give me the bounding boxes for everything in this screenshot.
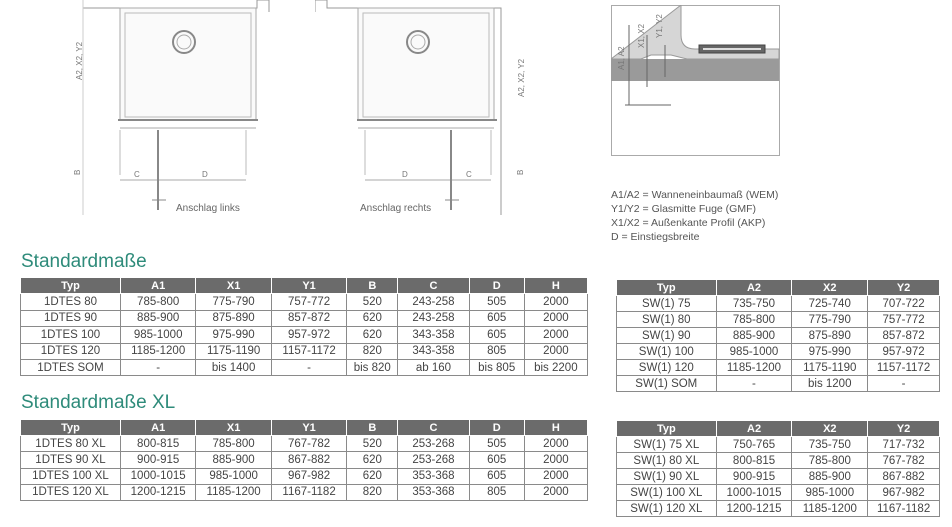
table-cell: 725-740 — [792, 296, 868, 312]
legend-line-akp: X1/X2 = Außenkante Profil (AKP) — [611, 217, 766, 229]
detail-label-y1y2: Y1, Y2 — [655, 14, 664, 38]
table-cell: 707-722 — [868, 296, 940, 312]
table-cell: 253-268 — [398, 436, 469, 452]
table-cell: 1167-1182 — [868, 501, 940, 517]
drawing-left — [70, 0, 300, 220]
column-header: X2 — [792, 421, 868, 437]
detail-label-a1a2: A1, A2 — [617, 46, 626, 70]
table-cell: SW(1) 90 — [617, 328, 717, 344]
table-cell: 1200-1215 — [120, 484, 195, 500]
table-cell: 2000 — [524, 452, 587, 468]
table-row — [21, 359, 588, 375]
column-header: C — [398, 420, 469, 436]
table-cell: 985-1000 — [196, 468, 271, 484]
table-cell: 520 — [347, 436, 398, 452]
table-row — [617, 437, 940, 453]
detail-label-x1x2: X1, X2 — [637, 23, 646, 48]
dim-label-b-left: B — [73, 169, 82, 175]
table-cell: 605 — [469, 468, 524, 484]
column-header: Y1 — [271, 420, 346, 436]
table-row — [21, 327, 588, 343]
column-header: H — [524, 278, 587, 294]
table-cell: 885-900 — [196, 452, 271, 468]
table-row — [21, 468, 588, 484]
column-header: A2 — [716, 280, 792, 296]
table-cell: 253-268 — [398, 452, 469, 468]
table-cell: 805 — [469, 343, 524, 359]
table-cell: 975-990 — [196, 327, 271, 343]
column-header: Y2 — [868, 280, 940, 296]
table-cell: 757-772 — [868, 312, 940, 328]
table-xl-sw — [616, 420, 940, 517]
table-cell: 2000 — [524, 436, 587, 452]
table-cell: 505 — [469, 294, 524, 310]
table-cell: SW(1) 75 XL — [617, 437, 717, 453]
table-row — [617, 344, 940, 360]
table-cell: 957-972 — [868, 344, 940, 360]
table-cell: 717-732 — [868, 437, 940, 453]
table-cell: 757-772 — [271, 294, 346, 310]
table-cell: 1185-1200 — [120, 343, 195, 359]
column-header: A1 — [120, 420, 195, 436]
column-header: Typ — [21, 420, 121, 436]
table-row — [617, 453, 940, 469]
table-row — [617, 485, 940, 501]
table-cell: 1DTES 80 XL — [21, 436, 121, 452]
caption-anschlag-rechts: Anschlag rechts — [360, 203, 432, 214]
table-cell: 1DTES 90 — [21, 310, 121, 326]
table-row — [617, 328, 940, 344]
table-cell: 2000 — [524, 294, 587, 310]
table-cell: 985-1000 — [120, 327, 195, 343]
table-row — [617, 469, 940, 485]
table-cell: 243-258 — [398, 310, 469, 326]
legend-line-wem: A1/A2 = Wanneneinbaumaß (WEM) — [611, 189, 779, 201]
table-cell: 1185-1200 — [716, 360, 792, 376]
table-cell: 820 — [347, 343, 398, 359]
table-standard-sw — [616, 279, 940, 392]
column-header: B — [347, 420, 398, 436]
table-cell: bis 805 — [469, 359, 524, 375]
table-cell: 785-800 — [792, 453, 868, 469]
table-cell: 343-358 — [398, 343, 469, 359]
table-cell: SW(1) 80 — [617, 312, 717, 328]
table-cell: 875-890 — [196, 310, 271, 326]
table-cell: 785-800 — [196, 436, 271, 452]
legend-line-gmf: Y1/Y2 = Glasmitte Fuge (GMF) — [611, 203, 757, 215]
column-header: B — [347, 278, 398, 294]
table-cell: SW(1) 80 XL — [617, 453, 717, 469]
table-row — [617, 296, 940, 312]
heading-standardmasse: Standardmaße — [21, 251, 147, 272]
column-header: X1 — [196, 278, 271, 294]
legend — [611, 188, 778, 244]
dim-label-c-right: C — [466, 170, 472, 179]
table-header-row — [21, 278, 588, 294]
table-cell: ab 160 — [398, 359, 469, 375]
dim-label-a2-left: A2, X2, Y2 — [75, 41, 84, 80]
column-header: Typ — [21, 278, 121, 294]
table-cell: 1175-1190 — [792, 360, 868, 376]
table-row — [21, 484, 588, 500]
table-cell: 1185-1200 — [196, 484, 271, 500]
table-cell: 1DTES 120 XL — [21, 484, 121, 500]
table-cell: 1DTES 120 — [21, 343, 121, 359]
table-cell: - — [868, 376, 940, 392]
table-cell: bis 1200 — [792, 376, 868, 392]
dim-label-c-left: C — [134, 170, 140, 179]
table-cell: 620 — [347, 452, 398, 468]
table-cell: 875-890 — [792, 328, 868, 344]
column-header: X1 — [196, 420, 271, 436]
table-cell: 857-872 — [868, 328, 940, 344]
table-cell: bis 1400 — [196, 359, 271, 375]
column-header: H — [524, 420, 587, 436]
table-cell: 785-800 — [120, 294, 195, 310]
heading-standardmasse-xl: Standardmaße XL — [21, 392, 176, 413]
table-cell: 750-765 — [716, 437, 792, 453]
table-header-row — [21, 420, 588, 436]
table-cell: 2000 — [524, 468, 587, 484]
table-cell: 1DTES 80 — [21, 294, 121, 310]
table-cell: 1DTES 90 XL — [21, 452, 121, 468]
table-cell: 857-872 — [271, 310, 346, 326]
table-cell: - — [271, 359, 346, 375]
table-header-row — [617, 421, 940, 437]
table-cell: 605 — [469, 327, 524, 343]
table-cell: 767-782 — [868, 453, 940, 469]
table-header-row — [617, 280, 940, 296]
table-cell: 2000 — [524, 343, 587, 359]
table-cell: 505 — [469, 436, 524, 452]
table-row — [21, 294, 588, 310]
table-cell: 1000-1015 — [716, 485, 792, 501]
table-cell: 343-358 — [398, 327, 469, 343]
table-cell: 1200-1215 — [716, 501, 792, 517]
table-row — [21, 452, 588, 468]
table-cell: 2000 — [524, 310, 587, 326]
table-cell: 767-782 — [271, 436, 346, 452]
column-header: A2 — [716, 421, 792, 437]
table-cell: SW(1) 120 — [617, 360, 717, 376]
table-cell: 957-972 — [271, 327, 346, 343]
dim-label-d-left: D — [202, 170, 208, 179]
table-row — [617, 360, 940, 376]
table-cell: 775-790 — [196, 294, 271, 310]
table-row — [21, 343, 588, 359]
table-cell: 800-815 — [120, 436, 195, 452]
table-cell: 885-900 — [716, 328, 792, 344]
table-cell: 620 — [347, 327, 398, 343]
column-header: Y2 — [868, 421, 940, 437]
table-cell: SW(1) 120 XL — [617, 501, 717, 517]
column-header: Typ — [617, 421, 717, 437]
column-header: D — [469, 420, 524, 436]
table-cell: 1157-1172 — [271, 343, 346, 359]
drawing-right — [315, 0, 530, 220]
table-cell: 1175-1190 — [196, 343, 271, 359]
table-cell: 885-900 — [120, 310, 195, 326]
table-cell: 1DTES SOM — [21, 359, 121, 375]
table-cell: 867-882 — [868, 469, 940, 485]
table-cell: 967-982 — [271, 468, 346, 484]
table-row — [617, 312, 940, 328]
table-cell: 620 — [347, 468, 398, 484]
table-cell: - — [120, 359, 195, 375]
table-row — [21, 310, 588, 326]
table-cell: SW(1) 90 XL — [617, 469, 717, 485]
table-cell: 243-258 — [398, 294, 469, 310]
table-cell: 785-800 — [716, 312, 792, 328]
table-cell: - — [716, 376, 792, 392]
table-cell: bis 820 — [347, 359, 398, 375]
table-cell: 985-1000 — [792, 485, 868, 501]
dim-label-d-right: D — [402, 170, 408, 179]
table-cell: SW(1) SOM — [617, 376, 717, 392]
dim-label-a2-right: A2, X2, Y2 — [517, 58, 526, 97]
table-cell: 1000-1015 — [120, 468, 195, 484]
table-cell: 2000 — [524, 327, 587, 343]
table-cell: 985-1000 — [716, 344, 792, 360]
table-cell: 605 — [469, 310, 524, 326]
table-cell: 800-815 — [716, 453, 792, 469]
table-cell: 605 — [469, 452, 524, 468]
column-header: C — [398, 278, 469, 294]
table-cell: SW(1) 100 XL — [617, 485, 717, 501]
table-cell: 967-982 — [868, 485, 940, 501]
table-cell: 1157-1172 — [868, 360, 940, 376]
table-cell: 1167-1182 — [271, 484, 346, 500]
table-cell: 735-750 — [792, 437, 868, 453]
table-row — [617, 501, 940, 517]
table-cell: SW(1) 75 — [617, 296, 717, 312]
table-cell: 520 — [347, 294, 398, 310]
table-row — [617, 376, 940, 392]
table-cell: 900-915 — [120, 452, 195, 468]
table-cell: SW(1) 100 — [617, 344, 717, 360]
table-standard-1dtes — [20, 277, 588, 376]
table-cell: bis 2200 — [524, 359, 587, 375]
table-cell: 1185-1200 — [792, 501, 868, 517]
column-header: Y1 — [271, 278, 346, 294]
table-cell: 353-368 — [398, 468, 469, 484]
column-header: X2 — [792, 280, 868, 296]
table-cell: 805 — [469, 484, 524, 500]
table-cell: 735-750 — [716, 296, 792, 312]
table-cell: 867-882 — [271, 452, 346, 468]
table-cell: 900-915 — [716, 469, 792, 485]
table-row — [21, 436, 588, 452]
column-header: A1 — [120, 278, 195, 294]
table-cell: 975-990 — [792, 344, 868, 360]
table-cell: 620 — [347, 310, 398, 326]
legend-line-einstieg: D = Einstiegsbreite — [611, 231, 700, 243]
column-header: Typ — [617, 280, 717, 296]
table-cell: 1DTES 100 XL — [21, 468, 121, 484]
table-cell: 820 — [347, 484, 398, 500]
table-cell: 353-368 — [398, 484, 469, 500]
table-cell: 2000 — [524, 484, 587, 500]
table-cell: 775-790 — [792, 312, 868, 328]
table-cell: 1DTES 100 — [21, 327, 121, 343]
table-xl-1dtes — [20, 419, 588, 501]
column-header: D — [469, 278, 524, 294]
caption-anschlag-links: Anschlag links — [176, 203, 240, 214]
dim-label-b-right: B — [516, 169, 525, 175]
table-cell: 885-900 — [792, 469, 868, 485]
